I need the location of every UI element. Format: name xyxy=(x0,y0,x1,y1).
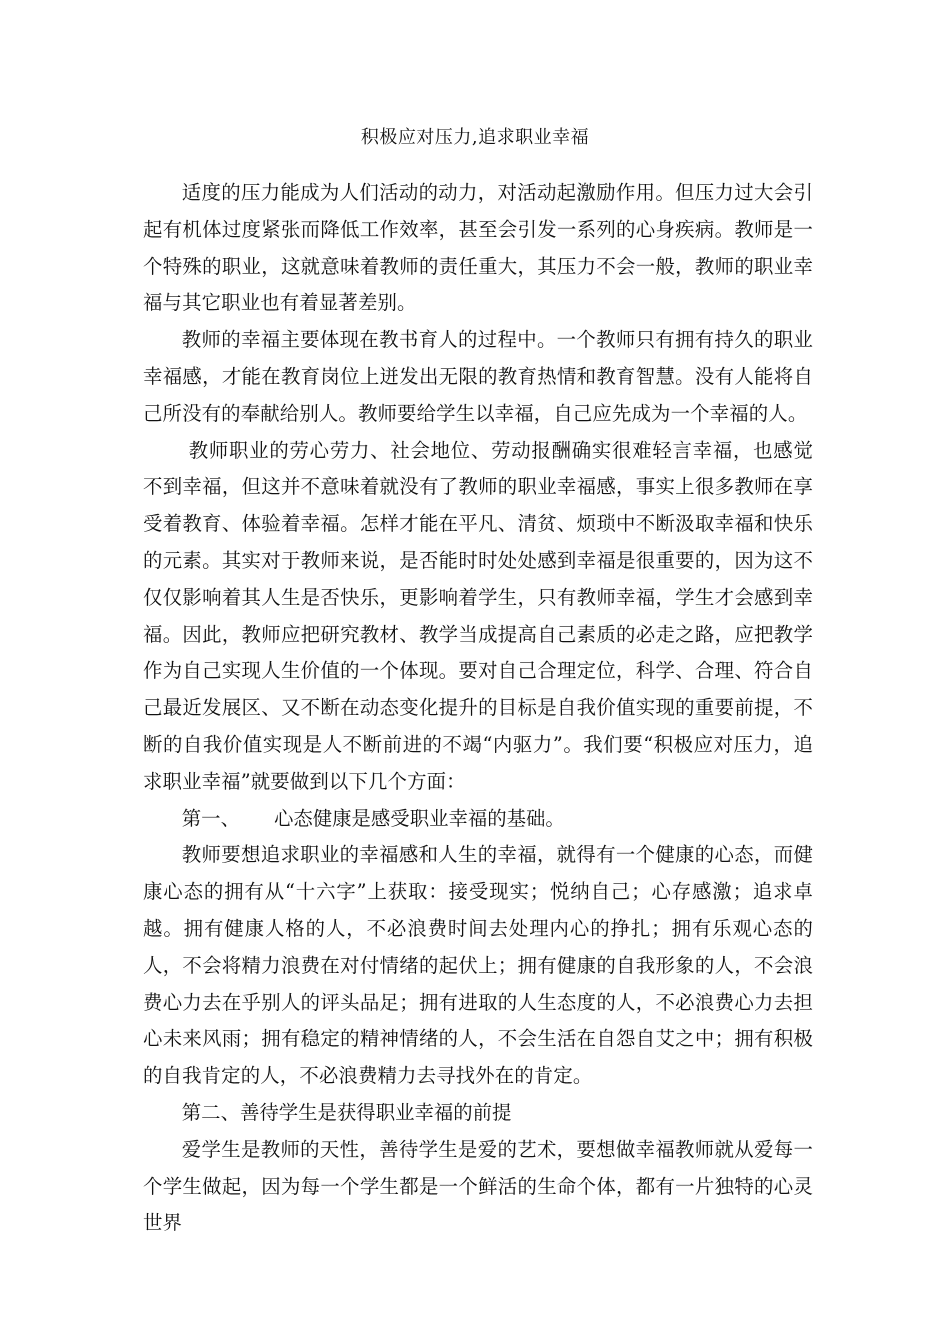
document-body xyxy=(143,175,813,1242)
section-heading-1 xyxy=(143,801,813,838)
paragraph-love-students: 爱学生是教师的天性，善待学生是爱的艺术，要想做幸福教师就从爱每一个学生做起，因为每一个学生都是一个鲜活的生命个体，都有一片独特的心灵世界 xyxy=(143,1137,813,1235)
section-heading-1-number: 第一、 xyxy=(181,806,240,830)
section-heading-2: 第二、善待学生是获得职业幸福的前提 xyxy=(181,1100,512,1124)
paragraph-intro: 适度的压力能成为人们活动的动力，对活动起激励作用。但压力过大会引起有机体过度紧张而降低工作效率，甚至会引发一系列的心身疾病。教师是一个特殊的职业，这就意味着教师的责任重大，其压力不会一般，教师的职业幸福与其它职业也有着显著差别。 xyxy=(143,181,813,315)
paragraph-teacher-happiness: 教师的幸福主要体现在教书育人的过程中。一个教师只有拥有持久的职业幸福感，才能在教育岗位上迸发出无限的教育热情和教育智慧。没有人能将自己所没有的奉献给别人。教师要给学生以幸福，自己应先成为一个幸福的人。 xyxy=(143,328,813,425)
document-title: 积极应对压力,追求职业幸福 xyxy=(360,127,590,148)
paragraph-healthy-mindset: 教师要想追求职业的幸福感和人生的幸福，就得有一个健康的心态，而健康心态的拥有从“十六字”上获取：接受现实；悦纳自己；心存感激；追求卓越。拥有健康人格的人，不必浪费时间去处理内心的挣扎；拥有乐观心态的人，不会将精力浪费在对付情绪的起伏上；拥有健康的自我形象的人，不会浪费心力去在乎别人的评头品足；拥有进取的人生态度的人，不必浪费心力去担心未来风雨；拥有稳定的精神情绪的人，不会生活在自怨自艾之中；拥有积极的自我肯定的人，不必浪费精力去寻找外在的肯定。 xyxy=(143,843,813,1088)
section-heading-1-text: 心态健康是感受职业幸福的基础。 xyxy=(273,806,565,830)
paragraph-teacher-profession: 教师职业的劳心劳力、社会地位、劳动报酬确实很难轻言幸福，也感觉不到幸福，但这并不意味着就没有了教师的职业幸福感，事实上很多教师在享受着教育、体验着幸福。怎样才能在平凡、清贫、烦琐中不断汲取幸福和快乐的元素。其实对于教师来说，是否能时时处处感到幸福是很重要的，因为这不仅仅影响着其人生是否快乐，更影响着学生，只有教师幸福，学生才会感到幸福。因此，教师应把研究教材、教学当成提高自己素质的必走之路，应把教学作为自己实现人生价值的一个体现。要对自己合理定位，科学、合理、符合自己最近发展区、又不断在动态变化提升的目标是自我价值实现的重要前提，不断的自我价值实现是人不断前进的不竭“内驱力”。我们要“积极应对压力，追求职业幸福”就要做到以下几个方面： xyxy=(143,438,813,793)
